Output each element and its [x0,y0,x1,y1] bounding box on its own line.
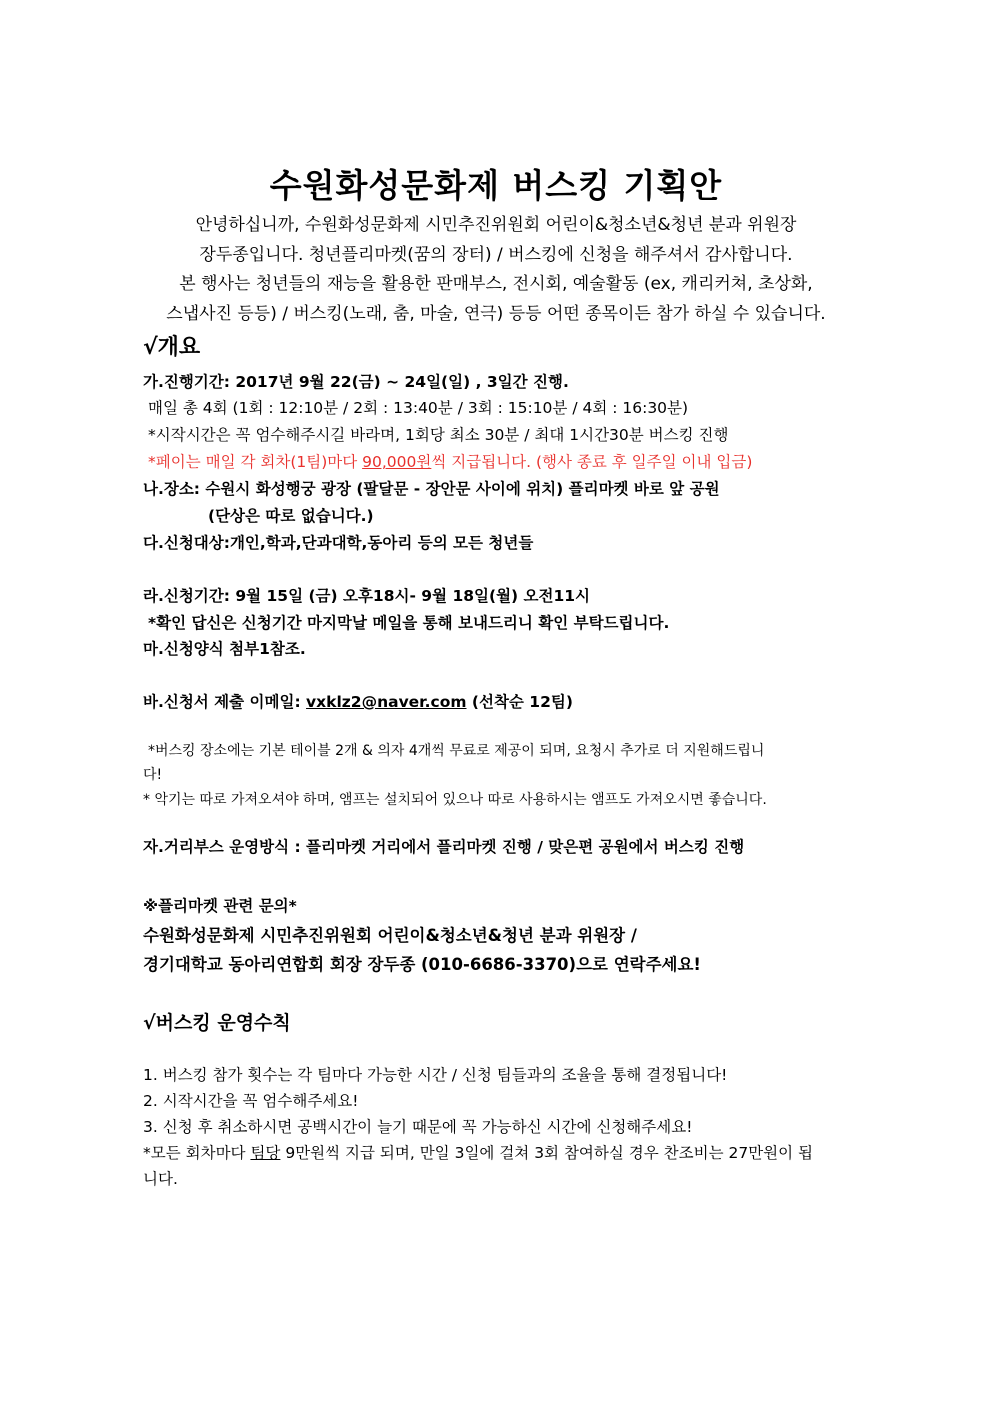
rule-note-cont: 니다. [143,1170,178,1188]
pay-note-text: 씩 지급됩니다. (행사 종료 후 일주일 이내 입금) [431,453,753,471]
rule-note-text: *모든 회차마다 [143,1144,251,1162]
rule-note [143,1141,813,1163]
email-suffix: (선착순 12팀) [466,693,573,711]
overview-heading: √개요 [143,335,201,360]
intro-line: 본 행사는 청년들의 재능을 활용한 판매부스, 전시회, 예술활동 (ex, 캐리커쳐, 초상화, [179,274,813,294]
apply-period-line: 라.신청기간: 9월 15일 (금) 오후18시- 9월 18일(월) 오전11시 [143,587,591,605]
instrument-note: * 악기는 따로 가져오셔야 하며, 앰프는 설치되어 있으나 따로 사용하시는 앰프도 가져오시면 좋습니다. [143,792,767,808]
document-title: 수원화성문화제 버스킹 기획안 [269,166,723,205]
rule-item: 1. 버스킹 참가 횟수는 각 팀마다 가능한 시간 / 신청 팀들과의 조율을 통해 결정됩니다! [143,1066,728,1084]
email-link[interactable]: vxklz2@naver.com [306,693,467,711]
intro-line: 스냅사진 등등) / 버스킹(노래, 춤, 마술, 연극) 등등 어떤 종목이든 참가 하실 수 있습니다. [166,303,826,324]
table-note: *버스킹 장소에는 기본 테이블 2개 & 의자 4개씩 무료로 제공이 되며, 요청시 추가로 더 지원해드립니 [148,743,765,759]
start-time-note: *시작시간은 꼭 엄수해주시길 바라며, 1회당 최소 30분 / 최대 1시간30분 버스킹 진행 [148,426,729,444]
pay-amount: 90,000원 [362,453,432,471]
email-label: 바.신청서 제출 이메일: [143,693,307,711]
target-line: 다.신청대상:개인,학과,단과대학,동아리 등의 모든 청년들 [143,534,534,552]
period-line: 가.진행기간: 2017년 9월 22(금) ~ 24일(일) , 3일간 진행. [143,373,569,391]
contact-heading: ※플리마켓 관련 문의* [143,897,297,915]
place-note: (단상은 따로 없습니다.) [208,507,374,525]
rules-heading: √버스킹 운영수칙 [143,1012,291,1034]
rule-note-text: 9만원씩 지급 되며, 만일 3일에 걸쳐 3회 참여하실 경우 찬조비는 27만원이 됩 [280,1144,814,1162]
contact-line: 경기대학교 동아리연합회 회장 장두종 (010-6686-3370)으로 연락주세요! [143,955,701,974]
pay-note-text: *페이는 매일 각 회차(1팀)마다 [148,453,363,471]
rule-item: 2. 시작시간을 꼭 엄수해주세요! [143,1092,359,1110]
intro-paragraph [110,211,882,329]
rule-item: 3. 신청 후 취소하시면 공백시간이 늘기 때문에 꼭 가능하신 시간에 신청해주세요! [143,1118,693,1136]
intro-line: 장두종입니다. 청년플리마켓(꿈의 장터) / 버스킹에 신청을 해주셔서 감사합니다. [199,244,793,265]
form-line: 마.신청양식 첨부1참조. [143,640,306,658]
confirm-note: *확인 답신은 신청기간 마지막날 메일을 통해 보내드리니 확인 부탁드립니다. [148,614,670,632]
contact-line: 수원화성문화제 시민추진위원회 어린이&청소년&청년 분과 위원장 / [143,926,637,945]
pay-note [148,450,752,472]
table-note-cont: 다! [143,767,163,783]
place-line: 나.장소: 수원시 화성행궁 광장 (팔달문 - 장안문 사이에 위치) 플리마켓 바로 앞 공원 [143,480,720,498]
intro-line: 안녕하십니까, 수원화성문화제 시민추진위원회 어린이&청소년&청년 분과 위원장 [195,215,797,235]
rule-note-underlined: 팀당 [250,1144,281,1162]
booth-line: 자.거리부스 운영방식 : 플리마켓 거리에서 플리마켓 진행 / 맞은편 공원에서 버스킹 진행 [143,838,745,856]
email-line [143,690,573,712]
daily-schedule: 매일 총 4회 (1회 : 12:10분 / 2회 : 13:40분 / 3회 : 15:10분 / 4회 : 16:30분) [148,399,689,417]
